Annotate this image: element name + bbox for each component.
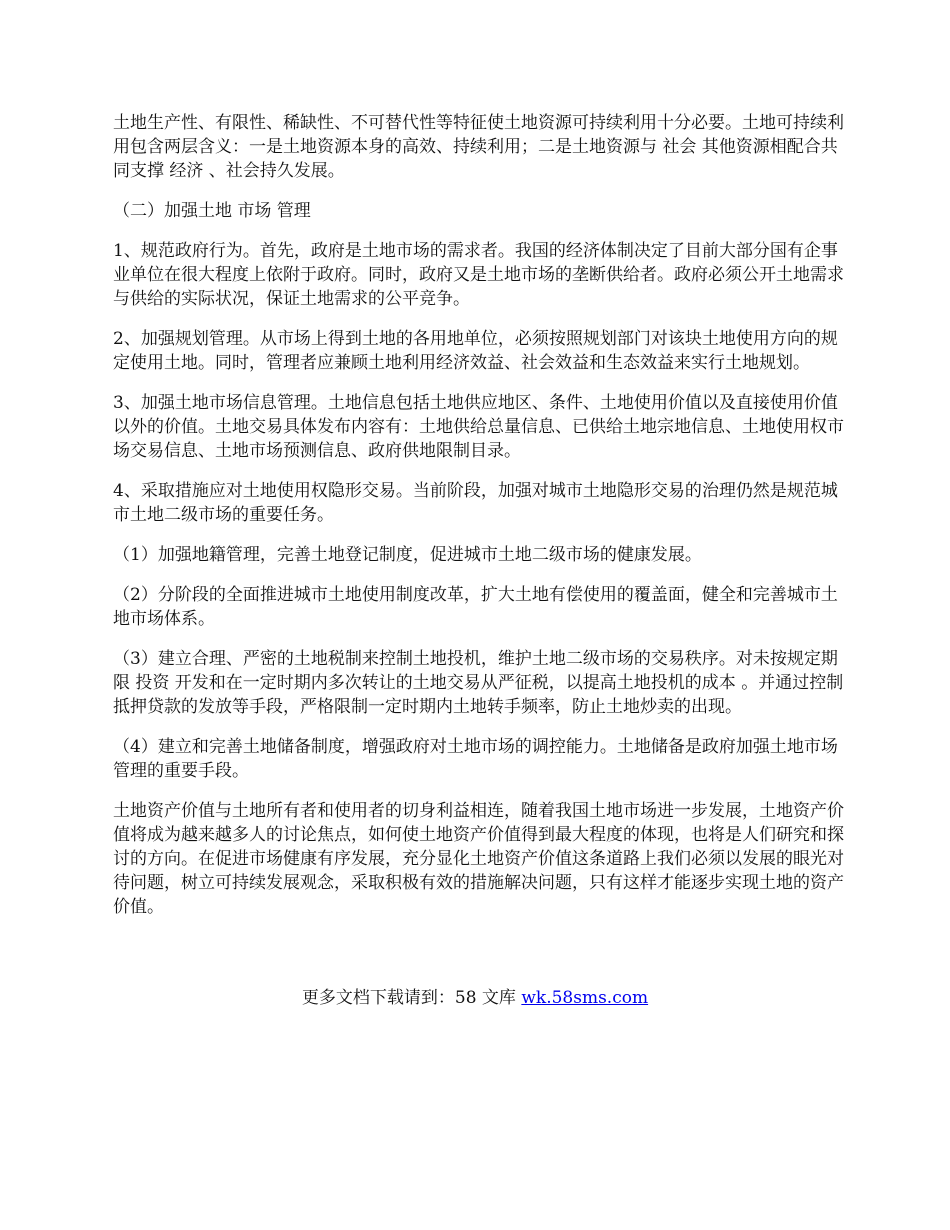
document-body <box>113 111 853 935</box>
paragraph: 1、规范政府行为。首先，政府是土地市场的需求者。我国的经济体制决定了目前大部分国有企事业单位在很大程度上依附于政府。同时，政府又是土地市场的垄断供给者。政府必须公开土地需求与供给的实际状况，保证土地需求的公平竞争。 <box>113 241 844 309</box>
paragraph: 土地资产价值与土地所有者和使用者的切身利益相连，随着我国土地市场进一步发展，土地资产价值将成为越来越多人的讨论焦点，如何使土地资产价值得到最大程度的体现，也将是人们研究和探讨的方向。在促进市场健康有序发展，充分显化土地资产价值这条道路上我们必须以发展的眼光对待问题，树立可持续发展观念，采取积极有效的措施解决问题，只有这样才能逐步实现土地的资产价值。 <box>113 801 844 917</box>
paragraph: （1）加强地籍管理，完善土地登记制度，促进城市土地二级市场的健康发展。 <box>113 545 702 565</box>
paragraph: 土地生产性、有限性、稀缺性、不可替代性等特征使土地资源可持续利用十分必要。土地可持续利用包含两层含义：一是土地资源本身的高效、持续利用；二是土地资源与 社会 其他资源相配合共同支撑 经济 、社会持久发展。 <box>113 113 844 181</box>
paragraph: （3）建立合理、严密的土地税制来控制土地投机，维护土地二级市场的交易秩序。对未按规定期限 投资 开发和在一定时期内多次转让的土地交易从严征税，以提高土地投机的成本 。并通过控制抵押贷款的发放等手段，严格限制一定时期内土地转手频率，防止土地炒卖的出现。 <box>113 649 844 717</box>
footer-text: 更多文档下载请到：58 文库 <box>301 988 522 1008</box>
paragraph: （2）分阶段的全面推进城市土地使用制度改革，扩大土地有偿使用的覆盖面，健全和完善城市土地市场体系。 <box>113 585 838 629</box>
footer-link[interactable]: wk.58sms.com <box>521 988 649 1008</box>
paragraph: 4、采取措施应对土地使用权隐形交易。当前阶段，加强对城市土地隐形交易的治理仍然是规范城市土地二级市场的重要任务。 <box>113 481 838 525</box>
paragraph: 3、加强土地市场信息管理。土地信息包括土地供应地区、条件、土地使用价值以及直接使用价值以外的价值。土地交易具体发布内容有：土地供给总量信息、已供给土地宗地信息、土地使用权市场交易信息、土地市场预测信息、政府供地限制目录。 <box>113 393 844 461</box>
paragraph: （4）建立和完善土地储备制度，增强政府对土地市场的调控能力。土地储备是政府加强土地市场管理的重要手段。 <box>113 737 838 781</box>
footer <box>0 986 950 1010</box>
paragraph: 2、加强规划管理。从市场上得到土地的各用地单位，必须按照规划部门对该块土地使用方向的规定使用土地。同时，管理者应兼顾土地利用经济效益、社会效益和生态效益来实行土地规划。 <box>113 329 838 373</box>
section-heading: （二）加强土地 市场 管理 <box>113 201 311 221</box>
